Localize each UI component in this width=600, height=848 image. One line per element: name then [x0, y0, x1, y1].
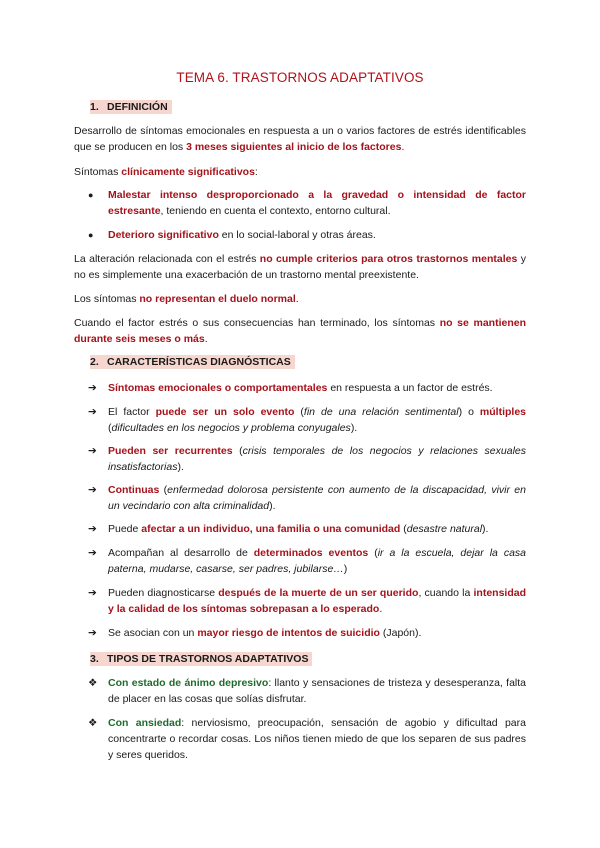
paragraph: Desarrollo de síntomas emocionales en respuesta a un o varios factores de estrés identificables que se producen en los 3 meses siguientes al inicio de los factores.	[74, 125, 526, 153]
arrow-icon: ➔	[88, 523, 97, 535]
arrow-icon: ➔	[88, 547, 97, 559]
arrow-icon: ➔	[88, 445, 97, 457]
list-item: ➔ Síntomas emocionales o comportamentales en respuesta a un factor de estrés.	[88, 382, 493, 394]
list-item: ➔ Pueden ser recurrentes (crisis temporales de los negocios y relaciones sexuales insatisfactorias).	[88, 445, 526, 473]
list-item: ❖ Con ansiedad: nerviosismo, preocupación, sensación de agobio y dificultad para concentrarte o recordar cosas. Los niños tienen miedo de que los separen de sus padres y seres queridos.	[88, 717, 526, 761]
list-item: ➔ Se asocian con un mayor riesgo de intentos de suicidio (Japón).	[88, 627, 422, 639]
arrow-icon: ➔	[88, 484, 97, 496]
list-item: ➔ Pueden diagnosticarse después de la muerte de un ser querido, cuando la intensidad y la calidad de los síntomas sobrepasan a lo esperado.	[88, 587, 527, 615]
arrow-icon: ➔	[88, 627, 97, 639]
list-item: ● Deterioro significativo en lo social-laboral y otras áreas.	[88, 229, 376, 241]
paragraph: Cuando el factor estrés o sus consecuencias han terminado, los síntomas no se mantienen durante seis meses o más.	[74, 317, 526, 345]
bullet-icon: ●	[88, 230, 94, 240]
arrow-icon: ➔	[88, 406, 97, 418]
diamond-icon: ❖	[88, 717, 98, 729]
section-heading-caracteristicas: 2. CARACTERÍSTICAS DIAGNÓSTICAS	[90, 354, 295, 370]
arrow-icon: ➔	[88, 587, 97, 599]
section-heading-definicion: 1. DEFINICIÓN	[90, 99, 172, 115]
list-item: ➔ El factor puede ser un solo evento (fin de una relación sentimental) o múltiples (dificultades en los negocios y problema conyugales).	[88, 406, 527, 434]
list-item: ➔ Continuas (enfermedad dolorosa persistente con aumento de la discapacidad, vivir en un vecindario con alta criminalidad).	[88, 484, 526, 512]
page-title: TEMA 6. TRASTORNOS ADAPTATIVOS	[176, 70, 424, 85]
paragraph: La alteración relacionada con el estrés no cumple criterios para otros trastornos mentales y no es simplemente una exacerbación de un trastorno mental preexistente.	[74, 253, 526, 281]
list-item: ➔ Acompañan al desarrollo de determinados eventos (ir a la escuela, dejar la casa paterna, mudarse, casarse, ser padres, jubilarse…)	[88, 547, 527, 575]
paragraph: Síntomas clínicamente significativos:	[74, 166, 258, 178]
list-item: ➔ Puede afectar a un individuo, una familia o una comunidad (desastre natural).	[88, 523, 489, 535]
list-item: ● Malestar intenso desproporcionado a la gravedad o intensidad de factor estresante, teniendo en cuenta el contexto, entorno cultural.	[88, 189, 526, 217]
arrow-icon: ➔	[88, 382, 97, 394]
section-heading-tipos: 3. TIPOS DE TRASTORNOS ADAPTATIVOS	[90, 651, 312, 667]
list-item: ❖ Con estado de ánimo depresivo: llanto y sensaciones de tristeza y desesperanza, falta de placer en las cosas que solías disfrutar.	[88, 677, 526, 705]
diamond-icon: ❖	[88, 677, 98, 689]
paragraph: Los síntomas no representan el duelo normal.	[74, 293, 299, 305]
bullet-icon: ●	[88, 190, 94, 200]
